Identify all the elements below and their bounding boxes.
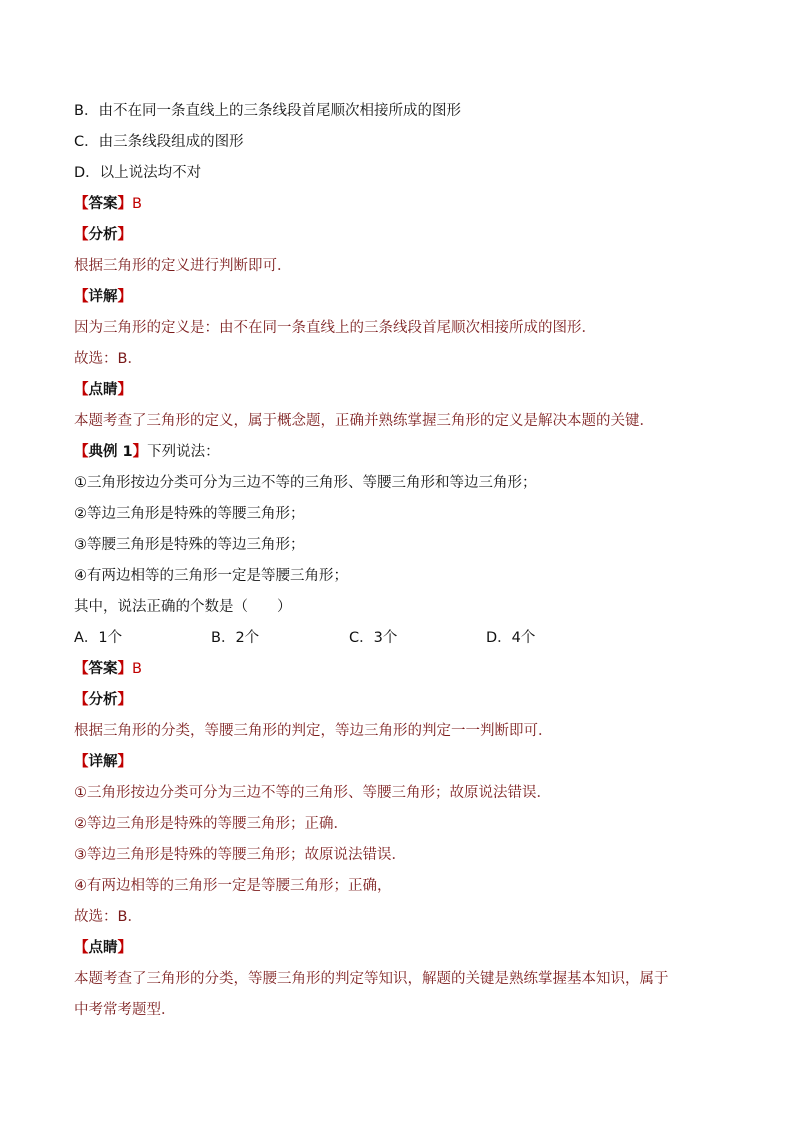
question-text: 其中，说法正确的个数是（ ） bbox=[74, 599, 292, 615]
statement-2: ②等边三角形是特殊的等腰三角形； bbox=[74, 506, 305, 522]
detail-text: 因为三角形的定义是：由不在同一条直线上的三条线段首尾顺次相接所成的图形． bbox=[74, 320, 596, 336]
analysis-label: 分析 bbox=[88, 227, 118, 243]
comment-line-2: 中考常考题型． bbox=[74, 1002, 176, 1018]
example-label: 典例 1 bbox=[88, 444, 133, 460]
answer-heading: 【答案】B bbox=[74, 661, 142, 677]
detail-line-3: ③等边三角形是特殊的等腰三角形；故原说法错误． bbox=[74, 847, 406, 863]
statement-1: ①三角形按边分类可分为三边不等的三角形、等腰三角形和等边三角形； bbox=[74, 475, 537, 491]
option-b: B．由不在同一条直线上的三条线段首尾顺次相接所成的图形 bbox=[74, 103, 461, 119]
answer-heading: 【答案】B bbox=[74, 196, 142, 212]
choice-text: 故选：B． bbox=[74, 351, 142, 367]
comment-heading: 【点睛】 bbox=[74, 382, 132, 398]
comment-label: 点睛 bbox=[88, 940, 118, 956]
detail-line-1: ①三角形按边分类可分为三边不等的三角形、等腰三角形；故原说法错误． bbox=[74, 785, 551, 801]
option-a: A．1个 bbox=[74, 630, 123, 646]
example-heading: 【典例 1】下列说法： bbox=[74, 444, 220, 460]
analysis-label: 分析 bbox=[88, 692, 118, 708]
comment-label: 点睛 bbox=[88, 382, 118, 398]
detail-line-4: ④有两边相等的三角形一定是等腰三角形；正确， bbox=[74, 878, 392, 894]
statement-3: ③等腰三角形是特殊的等边三角形； bbox=[74, 537, 305, 553]
analysis-heading: 【分析】 bbox=[74, 692, 132, 708]
detail-label: 详解 bbox=[88, 289, 118, 305]
example-intro: 下列说法： bbox=[147, 444, 220, 460]
option-d: D．以上说法均不对 bbox=[74, 165, 202, 181]
answer-value: B bbox=[132, 661, 142, 677]
choice-text: 故选：B． bbox=[74, 909, 142, 925]
detail-label: 详解 bbox=[88, 754, 118, 770]
comment-text: 本题考查了三角形的定义，属于概念题，正确并熟练掌握三角形的定义是解决本题的关键． bbox=[74, 413, 654, 429]
comment-line-1: 本题考查了三角形的分类，等腰三角形的判定等知识，解题的关键是熟练掌握基本知识，属于 bbox=[74, 971, 669, 987]
answer-label: 答案 bbox=[88, 661, 118, 677]
analysis-heading: 【分析】 bbox=[74, 227, 132, 243]
detail-heading: 【详解】 bbox=[74, 289, 132, 305]
option-c: C．由三条线段组成的图形 bbox=[74, 134, 244, 150]
option-c: C．3个 bbox=[349, 630, 398, 646]
option-d: D．4个 bbox=[486, 630, 536, 646]
statement-4: ④有两边相等的三角形一定是等腰三角形； bbox=[74, 568, 348, 584]
answer-value: B bbox=[132, 196, 142, 212]
detail-line-2: ②等边三角形是特殊的等腰三角形；正确． bbox=[74, 816, 348, 832]
detail-heading: 【详解】 bbox=[74, 754, 132, 770]
answer-label: 答案 bbox=[88, 196, 118, 212]
analysis-text: 根据三角形的定义进行判断即可． bbox=[74, 258, 292, 274]
analysis-text: 根据三角形的分类，等腰三角形的判定，等边三角形的判定一一判断即可． bbox=[74, 723, 553, 739]
option-b: B．2个 bbox=[211, 630, 260, 646]
comment-heading: 【点睛】 bbox=[74, 940, 132, 956]
